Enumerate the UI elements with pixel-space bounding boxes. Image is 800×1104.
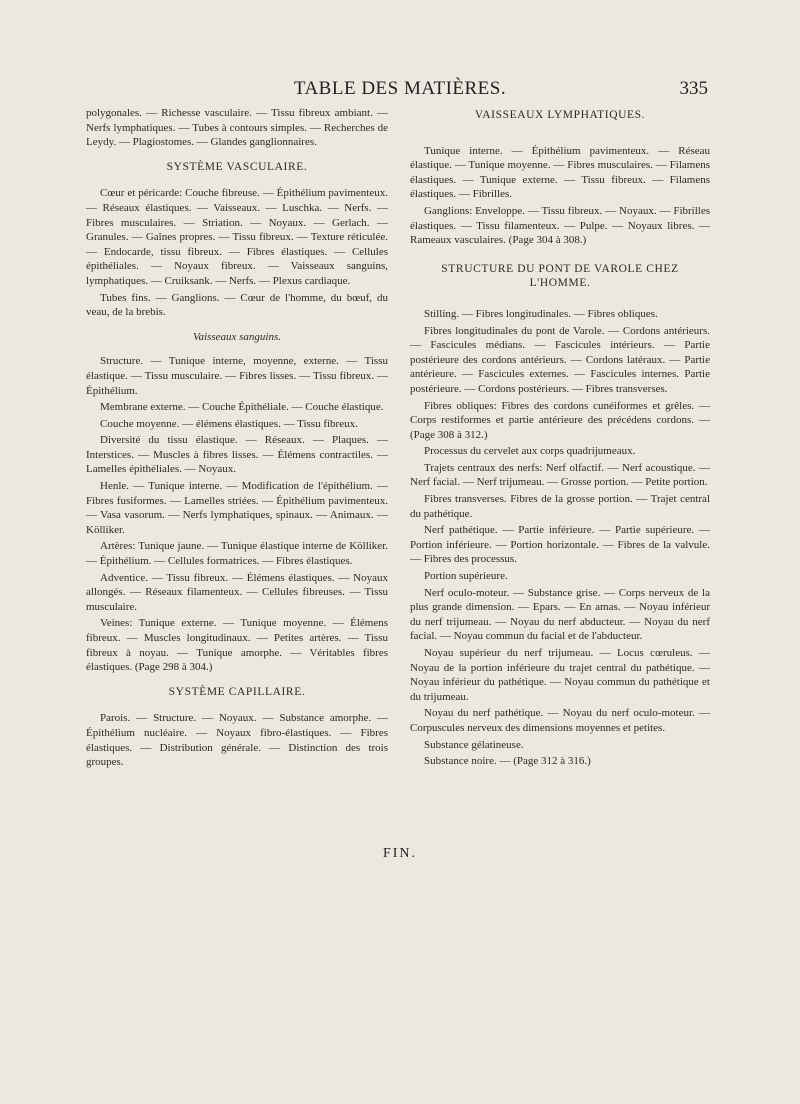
paragraph: Veines: Tunique externe. — Tunique moyenne. — Élémens fibreux. — Muscles longitudinaux. — Petites artères. — Tissu fibreux à noyau. — Tunique amorphe. — Véritables fibres élastiques. (Page 298 à 304.) [86,617,388,674]
paragraph: Fibres transverses. Fibres de la grosse portion. — Trajet central du pathétique. [410,493,710,520]
paragraph: Portion supérieure. [424,570,508,583]
paragraph: Processus du cervelet aux corps quadrijumeaux. [424,445,636,458]
paragraph: Substance gélatineuse. [424,738,524,751]
paragraph: Nerf oculo-moteur. — Substance grise. — Corps nerveux de la plus grande dimension. — Epars. — En amas. — Noyau inférieur du nerf trijumeau. — Noyau du nerf abducteur. — Noyau du nerf facial. — Noyau commun du facial et de l'abducteur. [410,586,710,643]
paragraph: Nerf pathétique. — Partie inférieure. — Partie supérieure. — Portion inférieure. — Portion horizontale. — Fibres de la valvule. — Fibres des processus. [410,524,710,566]
paragraph: Tubes fins. — Ganglions. — Cœur de l'homme, du bœuf, du veau, de la brebis. [86,291,388,319]
section-heading-capillaire: SYSTÈME CAPILLAIRE. [168,685,306,698]
paragraph: Ganglions: Enveloppe. — Tissu fibreux. — Noyaux. — Fibrilles élastiques. — Tissu filamenteux. — Pulpe. — Noyaux libres. — Rameaux vasculaires. (Page 304 à 308.) [410,204,710,247]
paragraph: Stilling. — Fibres longitudinales. — Fibres obliques. [424,307,658,320]
paragraph: polygonales. — Richesse vasculaire. — Tissu fibreux ambiant. — Nerfs lymphatiques. — Tubes à contours simples. — Recherches de Leydy. — Plagiostomes. — Glandes ganglionnaires. [86,107,388,149]
paragraph: Adventice. — Tissu fibreux. — Élémens élastiques. — Noyaux allongés. — Réseaux filamenteux. — Cellules fibreuses. — Tissu musculaire. [86,571,388,613]
paragraph: Trajets centraux des nerfs: Nerf olfactif. — Nerf acoustique. — Nerf facial. — Nerf trijumeau. — Grosse portion. — Petite portion. [410,461,710,489]
left-column [86,106,388,772]
right-column [410,106,710,771]
paragraph: Henle. — Tunique interne. — Modification de l'épithélium. — Fibres fusiformes. — Lamelles striées. — Épithélium pavimenteux. — Vasa vasorum. — Nerfs lymphatiques, spinaux. — Animaux. — Kölliker. [86,480,388,536]
paragraph: Diversité du tissu élastique. — Réseaux. — Plaques. — Interstices. — Muscles à fibres lisses. — Élémens contractiles. — Lamelles épithéliales. — Noyaux. [86,434,388,476]
subsection-heading-vaisseaux-sanguins: Vaisseaux sanguins. [193,330,281,343]
paragraph: Fibres longitudinales du pont de Varole. — Cordons antérieurs. — Fascicules médians. — Fascicules intérieurs. — Partie postérieure des cordons antérieurs. — Cordons latéraux. — Partie antérieure. — Fascicules externes. — Fascicules internes. Partie postérieure. — Cordons postérieurs. — Fibres transverses. [410,324,710,395]
section-heading-lymphatiques: VAISSEAUX LYMPHATIQUES. [474,109,646,121]
paragraph: Tunique interne. — Épithélium pavimenteux. — Réseau élastique. — Tunique moyenne. — Fibres musculaires. — Filamens élastiques. — Tunique externe. — Tissu fibreux. — Filamens élastiques. — Fibrilles. [410,144,710,201]
page-title: TABLE DES MATIÈRES. [293,78,507,99]
paragraph: Noyau du nerf pathétique. — Noyau du nerf oculo-moteur. — Corpuscules nerveux des dimensions moyennes et petites. [410,707,710,734]
paragraph: Structure. — Tunique interne, moyenne, externe. — Tissu élastique. — Tissu musculaire. — Fibres lisses. — Tissu fibreux. — Épithélium. [86,355,388,397]
paragraph: Cœur et péricarde: Couche fibreuse. — Épithélium pavimenteux. — Réseaux élastiques. — Vaisseaux. — Luschka. — Nerfs. — Fibres musculaires. — Striation. — Noyaux. — Gerlach. — Granules. — Gaînes propres. — Tissu fibreux. — Texture réticulée. — Endocarde, tissu fibreux. — Fibres élastiques. — Cellules épithéliales. — Noyaux fibreux. — Vaisseaux sanguins, lymphatiques. — Cruiksank. — Nerfs. — Plexus cardiaque. [86,187,388,287]
section-heading-pont-de-varole: STRUCTURE DU PONT DE VAROLE CHEZ L'HOMME. [441,262,679,290]
paragraph: Substance noire. — (Page 312 à 316.) [424,755,591,768]
paragraph: Couche moyenne. — élémens élastiques. — Tissu fibreux. [100,417,358,430]
paragraph: Parois. — Structure. — Noyaux. — Substance amorphe. — Épithélium nucléaire. — Noyaux fibro-élastiques. — Fibres élastiques. — Distribution générale. — Distinction des trois groupes. [86,712,388,769]
paragraph: Noyau supérieur du nerf trijumeau. — Locus cœruleus. — Noyau de la portion inférieure du trajet central du pathétique. — Noyau inférieur du pathétique. — Noyau commun du pathétique et du trijumeau. [410,647,710,703]
section-heading-vasculaire: SYSTÈME VASCULAIRE. [166,160,308,173]
fin-label: FIN. [382,846,418,861]
page-number: 335 [679,78,708,99]
paragraph: Artères: Tunique jaune. — Tunique élastique interne de Kölliker. — Épithélium. — Cellules formatrices. — Fibres élastiques. [86,540,388,568]
paragraph: Membrane externe. — Couche Épithéliale. — Couche élastique. [100,401,384,414]
paragraph: Fibres obliques: Fibres des cordons cunéiformes et grêles. — Corps restiformes et partie antérieure des précédens cordons. — (Page 308 à 312.) [410,399,710,441]
